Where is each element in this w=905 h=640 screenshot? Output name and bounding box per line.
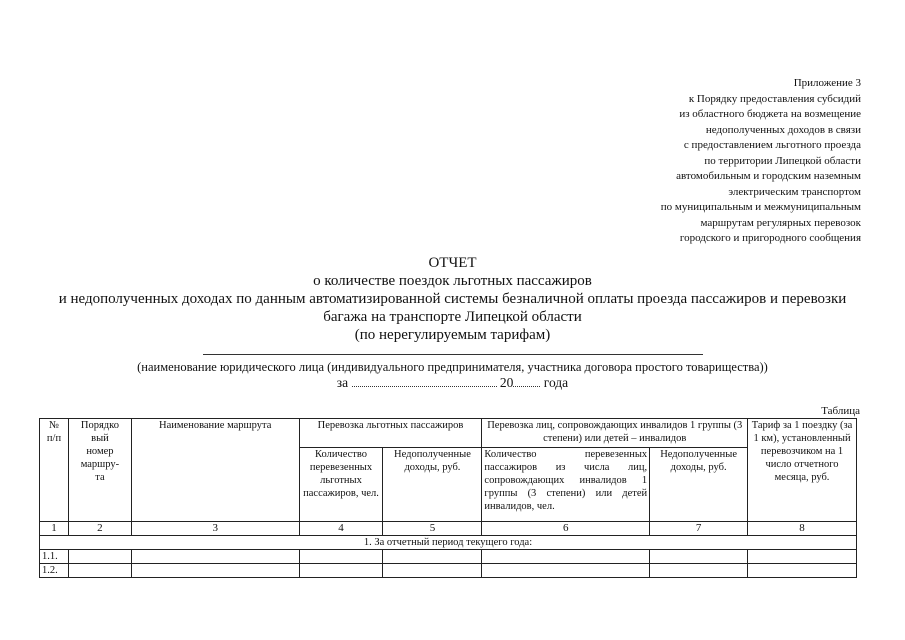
period-line (0, 375, 905, 391)
row-number: 1.1. (40, 550, 69, 564)
table-cell[interactable] (482, 564, 650, 578)
column-number: 5 (383, 522, 482, 536)
column-number: 3 (131, 522, 299, 536)
appendix-line: городского и пригородного сообщения (679, 232, 861, 244)
period-year: 20 (499, 375, 514, 390)
appendix-line: маршрутам регулярных перевозок (700, 216, 861, 229)
table-cell[interactable] (383, 564, 482, 578)
header-num: № п/п (40, 419, 69, 522)
appendix-line: электрическим транспортом (728, 185, 861, 198)
report-subtitle-line-3: багажа на транспорте Липецкой области (323, 309, 582, 325)
appendix-line: по территории Липецкой области (704, 154, 861, 167)
table-row (40, 550, 857, 564)
year-field[interactable] (513, 376, 540, 387)
header-escort-group: Перевозка лиц, сопровождающих инвалидов 1 группы (3 степени) или детей – инвалидов (482, 419, 748, 448)
appendix-line: с предоставлением льготного проезда (683, 139, 861, 151)
table-cell[interactable] (68, 564, 131, 578)
organization-caption: (наименование юридического лица (индивидуального предпринимателя, участника договора простого товарищества)) (137, 360, 768, 374)
period-suffix: года (543, 375, 569, 390)
header-benefit-group: Перевозка льготных пассажиров (299, 419, 482, 448)
table-cell[interactable] (748, 564, 857, 578)
table-cell[interactable] (383, 550, 482, 564)
section-title: 1. За отчетный период текущего года: (40, 536, 857, 550)
column-number: 4 (299, 522, 383, 536)
table-cell[interactable] (68, 550, 131, 564)
header-route-number: Порядко вый номер маршру- та (68, 419, 131, 522)
appendix-line: из областного бюджета на возмещение (679, 108, 861, 120)
header-route-name: Наименование маршрута (131, 419, 299, 522)
row-number: 1.2. (40, 564, 69, 578)
report-title: ОТЧЕТ (428, 255, 477, 271)
table-cell[interactable] (650, 550, 748, 564)
header-benefit-loss: Недополученные доходы, руб. (383, 448, 482, 522)
appendix-line: автомобильным и городским наземным (676, 170, 861, 182)
table-cell[interactable] (299, 550, 383, 564)
table-label: Таблица (821, 405, 860, 417)
report-heading (0, 254, 905, 344)
table-cell[interactable] (131, 564, 299, 578)
report-subtitle-line-1: о количестве поездок льготных пассажиров (313, 273, 592, 289)
appendix-line: Приложение 3 (793, 77, 861, 89)
table-cell[interactable] (482, 550, 650, 564)
organization-name-field[interactable] (203, 346, 703, 355)
table-cell[interactable] (650, 564, 748, 578)
period-field[interactable] (352, 376, 497, 387)
appendix-line: недополученных доходов в связи (705, 123, 861, 136)
report-subtitle-line-2: и недополученных доходах по данным автоматизированной системы безналичной оплаты проезда пассажиров и перевозки (58, 291, 847, 307)
table-row (40, 564, 857, 578)
column-number: 8 (748, 522, 857, 536)
column-number: 6 (482, 522, 650, 536)
column-number: 2 (68, 522, 131, 536)
column-number: 1 (40, 522, 69, 536)
header-tariff: Тариф за 1 поездку (за 1 км), установленный перевозчиком на 1 число отчетного месяца, руб. (748, 419, 857, 522)
header-escort-loss: Недополученные доходы, руб. (650, 448, 748, 522)
appendix-block (581, 76, 861, 247)
header-escort-count: Количество перевезенных пассажиров из числа лиц, сопровождающих инвалидов 1 группы (3 степени) или детей инвалидов, чел. (482, 448, 650, 522)
report-table (39, 418, 857, 578)
report-subtitle-line-4: (по нерегулируемым тарифам) (354, 327, 551, 343)
appendix-line: к Порядку предоставления субсидий (688, 92, 861, 105)
table-cell[interactable] (748, 550, 857, 564)
appendix-line: по муниципальным и межмуниципальным (660, 201, 861, 213)
period-prefix: за (336, 375, 349, 390)
column-number: 7 (650, 522, 748, 536)
table-cell[interactable] (299, 564, 383, 578)
table-cell[interactable] (131, 550, 299, 564)
header-benefit-count: Количество перевезенных льготных пассажиров, чел. (299, 448, 383, 522)
